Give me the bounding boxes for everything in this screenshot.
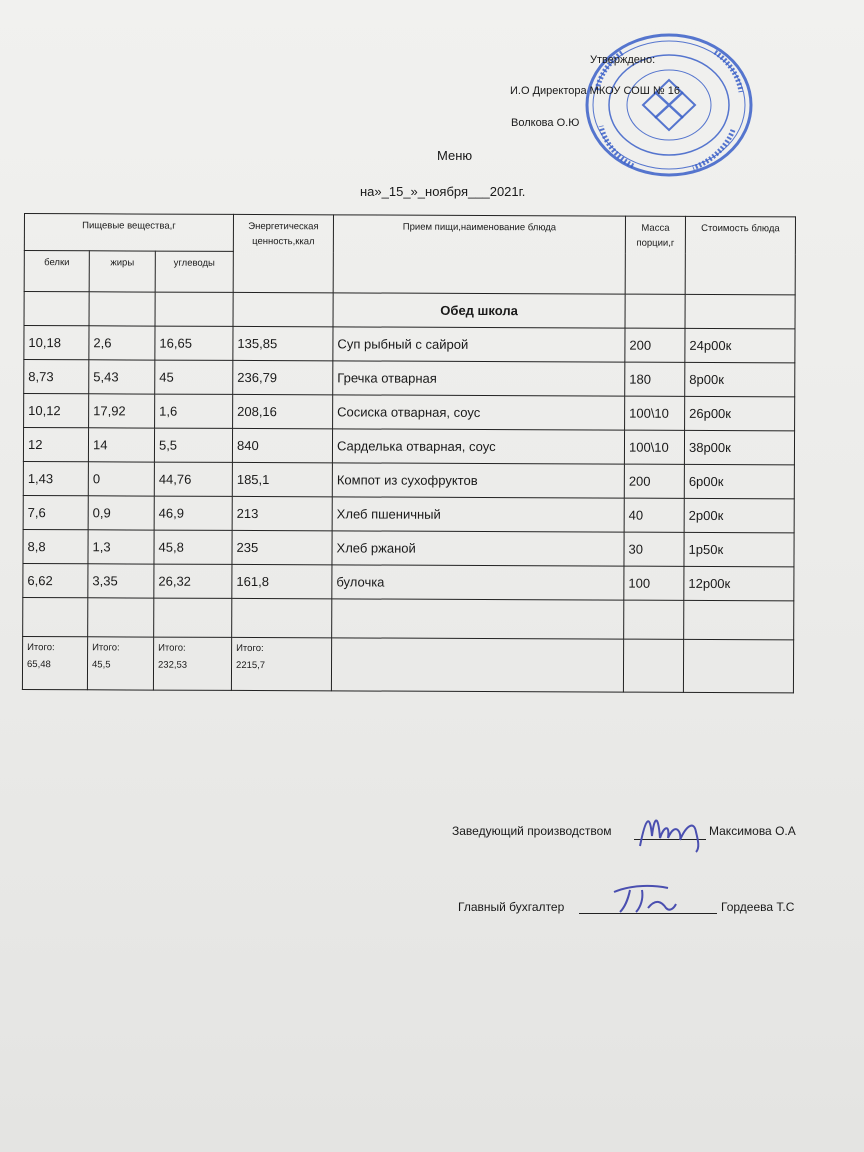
cell-proteins: 7,6	[23, 495, 88, 529]
cell-energy: 135,85	[233, 326, 333, 360]
cell-dish: Хлеб пшеничный	[332, 497, 624, 532]
cell-fats: 5,43	[89, 360, 155, 394]
cell-energy: 161,8	[232, 564, 332, 598]
cell-dish: Сарделька отварная, соус	[332, 429, 624, 464]
cell-dish: Сосиска отварная, соус	[333, 395, 625, 430]
accountant-signature	[608, 882, 678, 918]
table-row	[23, 563, 794, 600]
cell-price: 6р00к	[684, 464, 794, 498]
table-row	[23, 428, 794, 465]
cell-mass: 30	[624, 532, 684, 566]
empty-row	[23, 597, 794, 639]
accountant-name: Гордеева Т.С	[721, 900, 795, 914]
table-row	[24, 326, 795, 363]
cell-mass: 100\10	[624, 430, 684, 464]
cell-price: 2р00к	[684, 498, 794, 532]
production-role: Заведующий производством	[452, 824, 612, 838]
cell-mass: 100	[624, 566, 684, 600]
page-title: Меню	[437, 148, 473, 163]
cell-energy: 185,1	[232, 462, 332, 496]
cell-carbs: 16,65	[155, 326, 233, 360]
section-row	[24, 292, 795, 329]
cell-dish: Хлеб ржаной	[332, 531, 624, 566]
cell-fats: 2,6	[89, 326, 155, 360]
cell-fats: 1,3	[88, 530, 154, 564]
cell-price: 8р00к	[685, 362, 795, 396]
cell-price: 1р50к	[684, 532, 794, 566]
cell-energy: 213	[232, 496, 332, 530]
cell-dish: булочка	[332, 565, 624, 600]
header-price: Стоимость блюда	[685, 216, 795, 294]
header-fats: жиры	[89, 251, 155, 292]
cell-proteins: 1,43	[23, 461, 88, 495]
table-row	[24, 394, 795, 431]
cell-mass: 40	[624, 498, 684, 532]
cell-energy: 840	[232, 428, 332, 462]
cell-price: 26р00к	[685, 396, 795, 430]
cell-proteins: 10,12	[24, 394, 89, 428]
cell-energy: 235	[232, 530, 332, 564]
menu-date: на»_15_»_ноября___2021г.	[360, 184, 526, 199]
table-row	[23, 495, 794, 532]
cell-dish: Суп рыбный с сайрой	[333, 327, 625, 362]
approval-position: И.О Директора МКОУ СОШ № 16	[510, 85, 680, 97]
header-energy: Энергетическая ценность,ккал	[233, 214, 333, 292]
total-fats: Итого: 45,5	[87, 637, 153, 690]
total-energy: Итого: 2215,7	[231, 637, 331, 690]
production-name: Максимова О.А	[709, 824, 796, 838]
cell-dish: Гречка отварная	[333, 361, 625, 396]
official-stamp	[583, 30, 755, 180]
approval-name: Волкова О.Ю	[511, 117, 580, 129]
cell-mass: 180	[625, 362, 685, 396]
cell-carbs: 46,9	[154, 496, 232, 530]
cell-fats: 3,35	[88, 564, 154, 598]
cell-proteins: 12	[23, 428, 88, 462]
cell-mass: 200	[624, 464, 684, 498]
cell-carbs: 44,76	[154, 462, 232, 496]
cell-carbs: 5,5	[154, 428, 232, 462]
approval-heading: Утверждено:	[590, 54, 656, 66]
cell-mass: 200	[625, 328, 685, 362]
cell-carbs: 45,8	[154, 530, 232, 564]
accountant-role: Главный бухгалтер	[458, 900, 565, 914]
cell-proteins: 8,8	[23, 529, 88, 563]
cell-price: 12р00к	[684, 566, 794, 600]
header-nutrients: Пищевые вещества,г	[24, 214, 233, 252]
cell-proteins: 10,18	[24, 326, 89, 360]
table-row	[23, 461, 794, 498]
cell-dish: Компот из сухофруктов	[332, 463, 624, 498]
totals-row	[22, 636, 793, 692]
header-mass: Масса порции,г	[625, 216, 685, 294]
cell-fats: 17,92	[89, 394, 155, 428]
header-meal: Прием пищи,наименование блюда	[333, 215, 625, 294]
table-row	[23, 529, 794, 566]
cell-price: 24р00к	[685, 328, 795, 362]
section-title: Обед школа	[333, 293, 625, 328]
cell-fats: 14	[88, 428, 154, 462]
header-row	[24, 214, 795, 254]
cell-mass: 100\10	[625, 396, 685, 430]
menu-table	[22, 213, 796, 693]
cell-carbs: 26,32	[154, 564, 232, 598]
cell-energy: 236,79	[233, 360, 333, 394]
cell-fats: 0,9	[88, 496, 154, 530]
cell-carbs: 45	[155, 360, 233, 394]
cell-fats: 0	[88, 462, 154, 496]
cell-energy: 208,16	[233, 394, 333, 428]
table-row	[24, 360, 795, 397]
total-proteins: Итого: 65,48	[22, 636, 87, 689]
header-carbs: углеводы	[155, 251, 233, 292]
cell-proteins: 8,73	[24, 360, 89, 394]
cell-proteins: 6,62	[23, 563, 88, 597]
production-signature	[636, 806, 706, 856]
cell-carbs: 1,6	[155, 394, 233, 428]
cell-price: 38р00к	[684, 430, 794, 464]
header-proteins: белки	[24, 251, 89, 292]
total-carbs: Итого: 232,53	[153, 637, 231, 690]
